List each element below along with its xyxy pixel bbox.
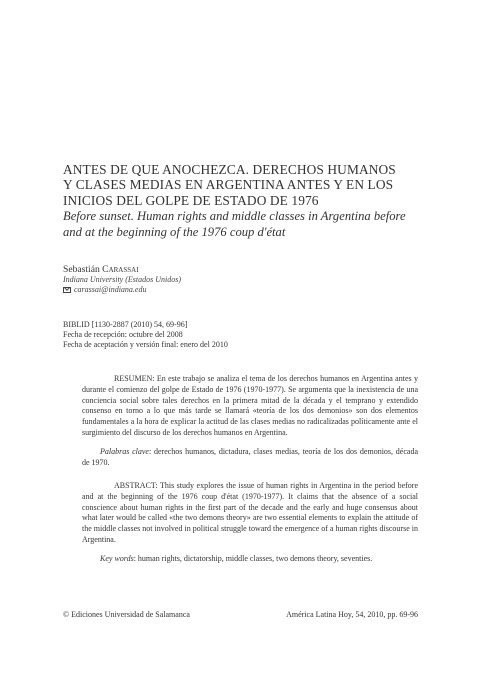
footer-journal-citation: América Latina Hoy, 54, 2010, pp. 69-96 — [286, 610, 418, 619]
article-subtitle-english: Before sunset. Human rights and middle classes in Argentina before and at the beginning of the 1976 coup d'état — [63, 209, 406, 239]
envelope-icon — [63, 287, 71, 293]
abstract-text: ABSTRACT: This study explores the issue of human rights in Argentina in the period before and at the beginning of the 1976 coup d'état (1970-1977). It claims that the absence of a social conscience about human rights in the first part of the decade and the early and huge consensus about what later would be called «the two demons theory» are two essential elements to explain the attitude of the middle classes not involved in political struggle toward the emergence of a human rights discourse in Argentina. — [82, 481, 418, 544]
author-first-name: Sebastián — [63, 264, 103, 275]
author-email: carassai@indiana.edu — [74, 285, 147, 294]
key-words — [82, 554, 418, 565]
palabras-clave-label: Palabras clave — [100, 446, 149, 456]
abstract-section — [82, 481, 418, 565]
resumen-section — [82, 374, 418, 468]
author-affiliation: Indiana University (Estados Unidos) — [63, 275, 181, 284]
author-email-line — [63, 285, 363, 295]
author-last-name: Carassai — [102, 264, 139, 275]
palabras-clave — [82, 447, 418, 469]
article-title: ANTES DE QUE ANOCHEZCA. DERECHOS HUMANOS Y CLASES MEDIAS EN ARGENTINA ANTES Y EN LOS INICIOS DEL GOLPE DE ESTADO DE 1976 — [63, 162, 396, 208]
received-date: Fecha de recepción: octubre del 2008 — [63, 330, 183, 340]
biblid-reference: BIBLID [1130-2887 (2010) 54, 69-96] — [63, 320, 188, 329]
footer-publisher: © Ediciones Universidad de Salamanca — [63, 610, 190, 619]
author-name — [63, 264, 363, 275]
key-words-label: Key words — [100, 553, 134, 563]
bibliographic-info — [63, 320, 383, 351]
resumen-text: RESUMEN: En este trabajo se analiza el tema de los derechos humanos en Argentina antes y durante el comienzo del golpe de Estado de 1976 (1970-1977). Se argumenta que la inexistencia de una conciencia social sobre tales derechos en la primera mitad de la década y el temprano y extendido consenso en torno a lo que más tarde se llamará «teoría de los dos demonios» son dos elementos fundamentales a la hora de explicar la actitud de las clases medias no radicalizadas políticamente ante el surgimiento del discurso de los derechos humanos en Argentina. — [82, 374, 418, 437]
page-footer — [63, 610, 418, 620]
palabras-clave-values: : derechos humanos, dictadura, clases medias, teoría de los dos demonios, década de 1970. — [82, 446, 418, 467]
key-words-values: : human rights, dictatorship, middle classes, two demons theory, seventies. — [133, 553, 373, 563]
accepted-date: Fecha de aceptación y versión final: enero del 2010 — [63, 340, 228, 350]
author-block — [63, 264, 363, 295]
